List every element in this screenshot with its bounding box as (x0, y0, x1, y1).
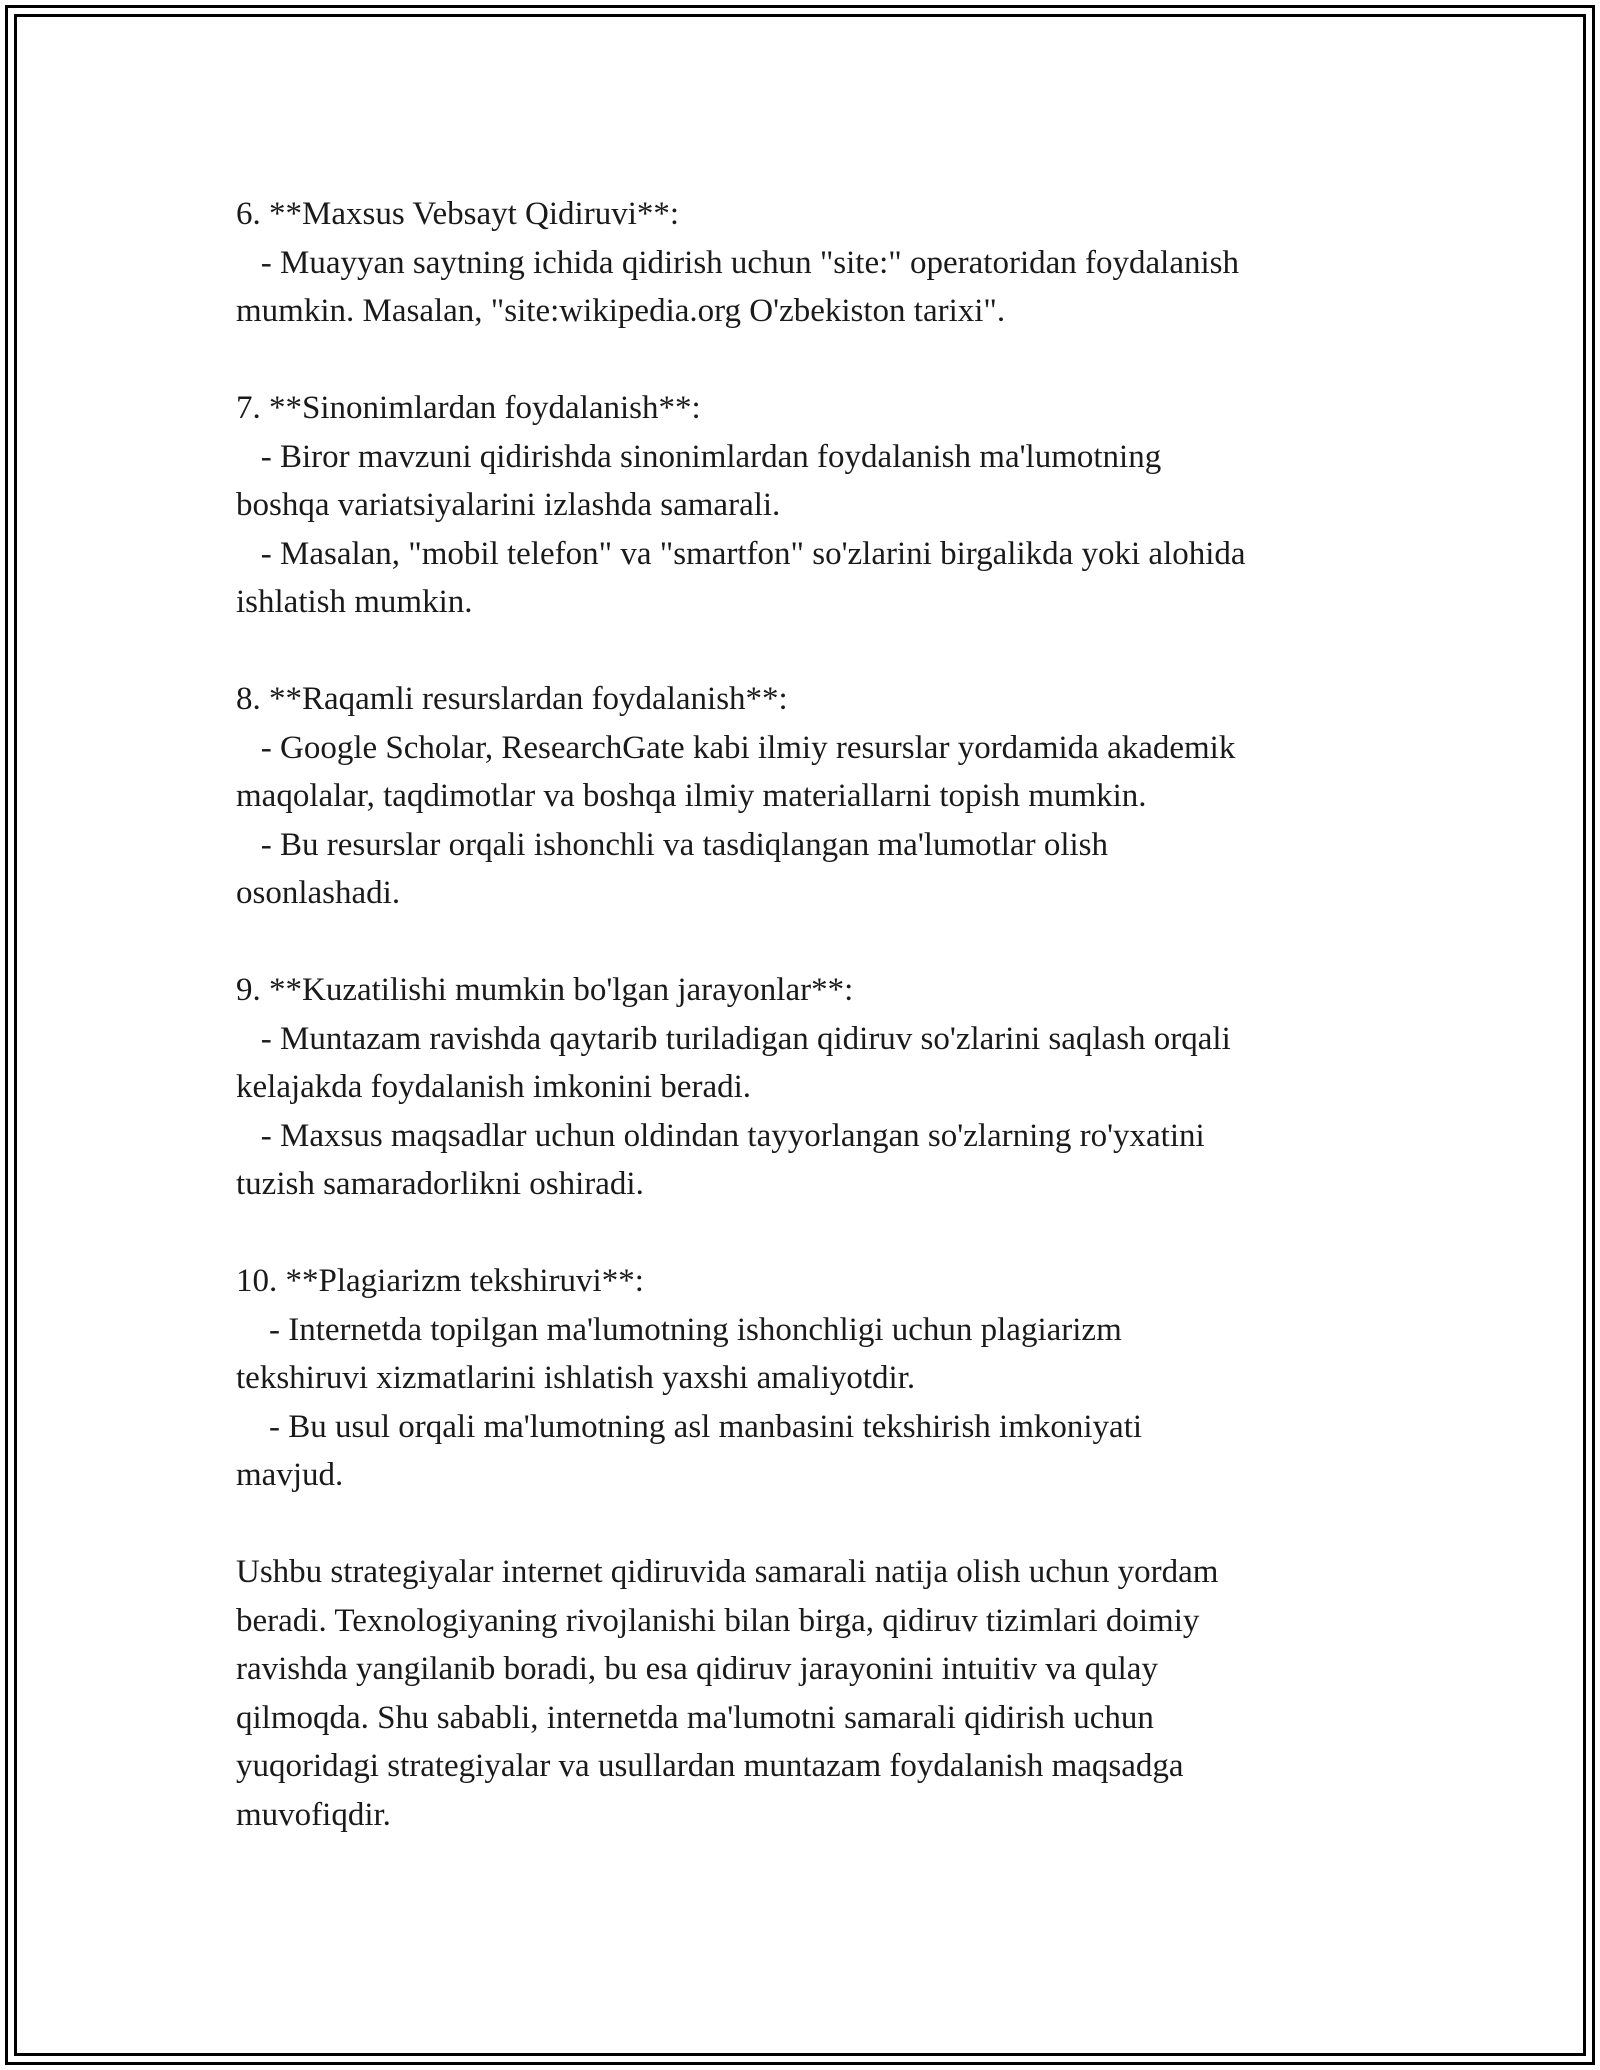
section-heading: 10. **Plagiarizm tekshiruvi**: (236, 1263, 644, 1299)
text-line: - Google Scholar, ResearchGate kabi ilmiy resurslar yordamida akademik (236, 729, 1236, 766)
document-body (236, 190, 1396, 1839)
text-line: ravishda yangilanib boradi, bu esa qidiruv jarayonini intuitiv va qulay (236, 1651, 1158, 1687)
text-line: qilmoqda. Shu sababli, internetda ma'lumotni samarali qidirish uchun (236, 1699, 1154, 1736)
text-line: - Masalan, "mobil telefon" va "smartfon" so'zlarini birgalikda yoki alohida (236, 535, 1246, 572)
conclusion-paragraph (236, 1548, 1396, 1839)
text-line: muvofiqdir. (236, 1796, 391, 1833)
text-line: - Muayyan saytning ichida qidirish uchun "site:" operatoridan foydalanish (236, 244, 1239, 281)
text-line: - Maxsus maqsadlar uchun oldindan tayyorlangan so'zlarning ro'yxatini (236, 1117, 1205, 1154)
paragraph-gap (236, 1500, 1396, 1549)
text-line: yuqoridagi strategiyalar va usullardan muntazam foydalanish maqsadga (236, 1748, 1184, 1784)
text-line: - Internetda topilgan ma'lumotning ishonchligi uchun plagiarizm (236, 1311, 1122, 1348)
section-7 (236, 384, 1396, 627)
section-10 (236, 1257, 1396, 1500)
section-8 (236, 675, 1396, 918)
text-line: mavjud. (236, 1457, 344, 1493)
paragraph-gap (236, 1209, 1396, 1258)
text-line: ishlatish mumkin. (236, 584, 473, 620)
text-line: tekshiruvi xizmatlarini ishlatish yaxshi amaliyotdir. (236, 1360, 916, 1396)
text-line: - Muntazam ravishda qaytarib turiladigan qidiruv so'zlarini saqlash orqali (236, 1020, 1231, 1057)
section-9 (236, 966, 1396, 1209)
text-line: tuzish samaradorlikni oshiradi. (236, 1166, 644, 1202)
text-line: Ushbu strategiyalar internet qidiruvida samarali natija olish uchun yordam (236, 1554, 1219, 1590)
text-line: mumkin. Masalan, "site:wikipedia.org O'zbekiston tarixi". (236, 293, 1006, 329)
text-line: osonlashadi. (236, 875, 401, 911)
text-line: kelajakda foydalanish imkonini beradi. (236, 1069, 752, 1105)
text-line: beradi. Texnologiyaning rivojlanishi bilan birga, qidiruv tizimlari doimiy (236, 1602, 1200, 1639)
section-heading: 9. **Kuzatilishi mumkin bo'lgan jarayonlar**: (236, 972, 854, 1008)
text-line: - Bu resurslar orqali ishonchli va tasdiqlangan ma'lumotlar olish (236, 826, 1109, 863)
paragraph-gap (236, 627, 1396, 676)
section-heading: 6. **Maxsus Vebsayt Qidiruvi**: (236, 196, 680, 232)
section-6 (236, 190, 1396, 336)
text-line: maqolalar, taqdimotlar va boshqa ilmiy materiallarni topish mumkin. (236, 778, 1147, 814)
section-heading: 8. **Raqamli resurslardan foydalanish**: (236, 681, 788, 717)
section-heading: 7. **Sinonimlardan foydalanish**: (236, 390, 701, 426)
paragraph-gap (236, 336, 1396, 385)
text-line: boshqa variatsiyalarini izlashda samarali. (236, 487, 781, 523)
paragraph-gap (236, 918, 1396, 967)
text-line: - Biror mavzuni qidirishda sinonimlardan foydalanish ma'lumotning (236, 438, 1162, 475)
text-line: - Bu usul orqali ma'lumotning asl manbasini tekshirish imkoniyati (236, 1408, 1143, 1445)
